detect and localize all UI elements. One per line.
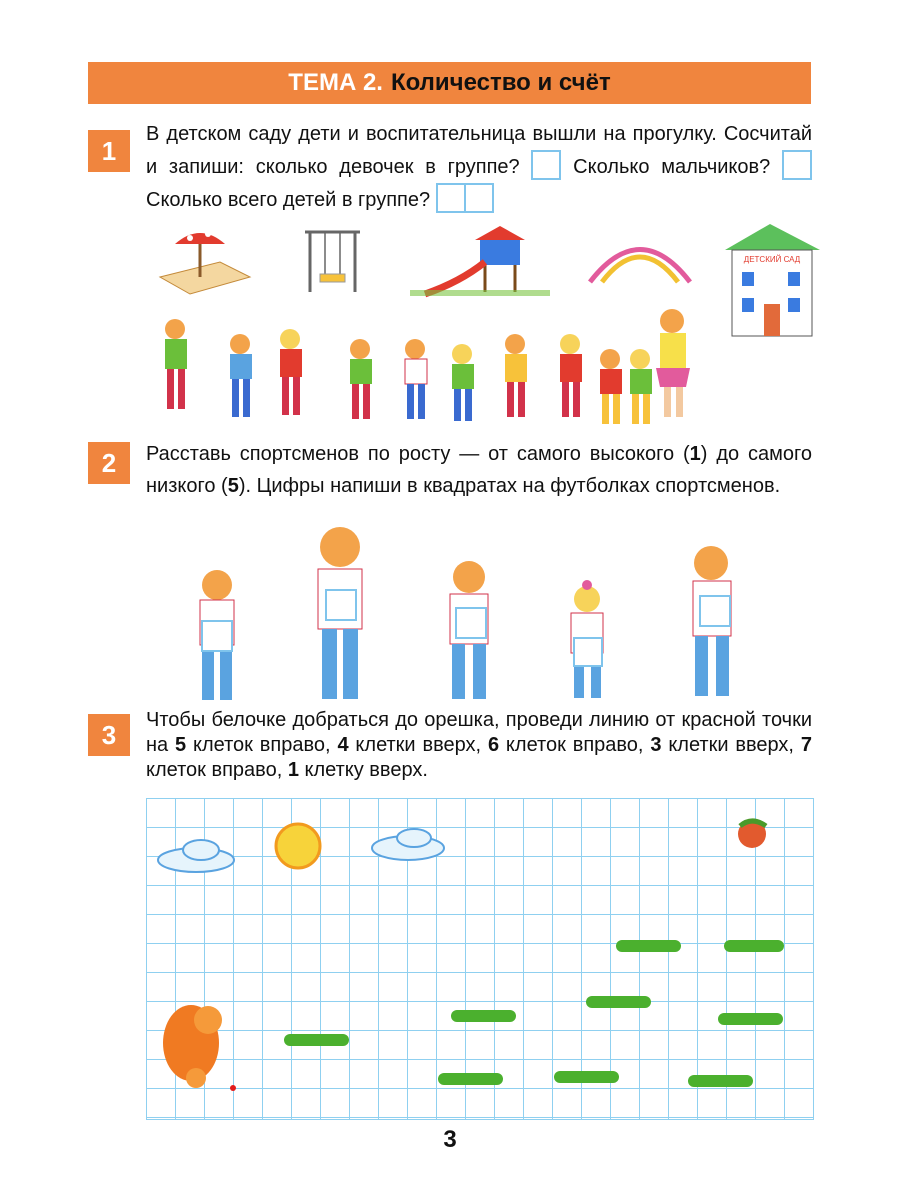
kindergarten-building-icon: [725, 224, 820, 336]
task-1-text-c: Сколько всего детей в группе?: [146, 189, 431, 211]
athlete-3-box[interactable]: [456, 608, 486, 638]
task-3-text-c: клетки вверх,: [348, 734, 488, 756]
boys-answer-box[interactable]: [782, 150, 812, 180]
task-1-text-a: В детском саду дети и воспитательница вышли на прогулку. Сосчитай и запиши: сколько девочек в группе?: [146, 123, 812, 178]
task-3-num-6: 1: [287, 759, 299, 781]
slide-icon: [410, 226, 550, 296]
grass-icon: [284, 940, 784, 1087]
sandbox-icon: [160, 231, 250, 294]
task-3-text-e: клетки вверх,: [661, 734, 801, 756]
athlete-4-box[interactable]: [574, 638, 602, 666]
girls-answer-box[interactable]: [531, 150, 561, 180]
playground-illustration: [140, 222, 830, 427]
cloud-icon: [158, 840, 234, 872]
climbing-arch-icon: [590, 250, 690, 283]
start-dot[interactable]: [230, 1085, 236, 1091]
children-group-icon: [165, 309, 690, 424]
task-3-text-b: клеток вправо,: [186, 734, 338, 756]
task-2-text-a: Расставь спортсменов по росту — от самого высокого (: [146, 443, 690, 465]
task-2-text-c: ). Цифры напиши в квадратах на футболках спортсменов.: [238, 475, 781, 497]
athlete-1-box[interactable]: [202, 621, 232, 651]
page-number: 3: [443, 1126, 457, 1153]
task-2-number: 2: [88, 442, 130, 484]
squirrel-icon: [163, 1005, 222, 1088]
topic-title: Количество и счёт: [390, 69, 611, 96]
task-3-num-4: 3: [650, 734, 662, 756]
total-answer-box[interactable]: [436, 183, 492, 223]
athletes-illustration: [180, 520, 760, 710]
task-3-text-f: клеток вправо,: [146, 759, 288, 781]
task-1-number: 1: [88, 130, 130, 172]
task-2-text-b: ) до самого низкого (: [146, 443, 812, 497]
kindergarten-sign: ДЕТСКИЙ САД: [743, 255, 801, 264]
task-2-num-1: 1: [689, 443, 701, 465]
cloud-icon: [372, 829, 444, 860]
swing-icon: [305, 232, 360, 292]
topic-header: [88, 62, 811, 104]
topic-number: ТЕМА 2.: [288, 69, 383, 96]
task-3-text-d: клеток вправо,: [499, 734, 651, 756]
task-3-num-2: 4: [337, 734, 349, 756]
sun-icon: [276, 824, 320, 868]
task-3-text-a: Чтобы белочке добраться до орешка, проведи линию от красной точки на: [146, 709, 812, 756]
task-2-num-2: 5: [227, 475, 239, 497]
task-3-number: 3: [88, 714, 130, 756]
task-3-num-5: 7: [800, 734, 812, 756]
task-3-num-1: 5: [175, 734, 187, 756]
task-1-text-b: Сколько мальчиков?: [573, 156, 771, 178]
athlete-2-box[interactable]: [326, 590, 356, 620]
athlete-5-box[interactable]: [700, 596, 730, 626]
nut-icon: [738, 820, 766, 848]
grid-illustrations: [146, 798, 812, 1118]
task-3-text-g: клетку вверх.: [298, 759, 428, 781]
task-1-text: [146, 118, 812, 223]
task-3-num-3: 6: [487, 734, 500, 756]
task-3-text: [146, 708, 812, 783]
task-2-text: [146, 438, 812, 502]
